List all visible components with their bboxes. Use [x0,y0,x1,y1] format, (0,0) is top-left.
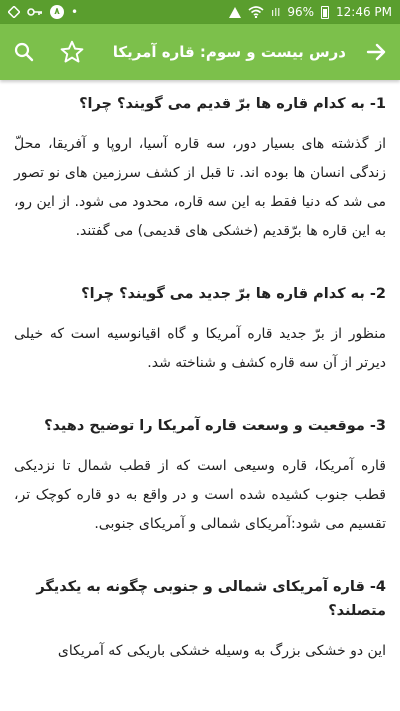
qa-item [14,282,386,378]
signal-icon: ıll [271,5,281,19]
qa-item [14,575,386,666]
wifi-icon [248,6,264,18]
status-left [8,5,78,19]
search-icon [14,42,34,62]
answer-text: از گذشته های بسیار دور، سه قاره آسیا، اروپا و آفریقا، محلّ زندگی انسان ها بوده اند. تا قبل از کشف سرزمین های نو تصور می شد که دنیا فقط به این سه قاره، محدود می شود. از این رو، به این قاره ها برّقدیم (خشکی های قدیمی) می گفتند. [14,136,386,239]
question-text: 1- به کدام قاره ها برّ قدیم می گویند؟ چرا؟ [79,96,386,112]
answer-text: منظور از برّ جدید قاره آمریکا و گاه اقیانوسیه است که خیلی دیرتر از آن سه قاره کشف و شناخته شد. [14,326,386,371]
answer-text: این دو خشکی بزرگ به وسیله خشکی باریکی که آمریکای [57,643,386,659]
lesson-content[interactable] [0,80,400,711]
battery-icon [321,6,329,19]
page-title: درس بیست و سوم: قاره آمریکا [112,43,346,61]
key-icon [27,7,43,17]
status-right [229,5,392,19]
search-button[interactable] [0,24,48,80]
status-dot: • [71,5,79,19]
answer-text: قاره آمریکا، قاره وسیعی است که از قطب شمال تا نزدیکی قطب جنوب کشیده شده است و در واقع به دو قاره کوچک تر، تقسیم می شود:آمریکای شمالی و آمریکای جنوبی. [14,458,386,532]
status-bar [0,0,400,24]
diamond-icon [8,6,20,18]
app-bar [0,24,400,80]
back-button[interactable] [352,24,400,80]
battery-percent: 96% [287,5,314,19]
favorite-button[interactable] [48,24,96,80]
qa-item [14,414,386,539]
question-text: 4- قاره آمریکای شمالی و جنوبی چگونه به یکدیگر متصلند؟ [36,579,386,619]
clock: 12:46 PM [336,5,392,19]
warning-icon [229,7,241,18]
notification-count-badge: ٨ [50,5,64,19]
star-outline-icon [59,39,85,65]
question-text: 3- موقعیت و وسعت قاره آمریکا را توضیح دهید؟ [44,418,386,434]
qa-item [14,92,386,246]
back-arrow-icon [366,42,386,62]
question-text: 2- به کدام قاره ها برّ جدید می گویند؟ چرا؟ [81,286,386,302]
